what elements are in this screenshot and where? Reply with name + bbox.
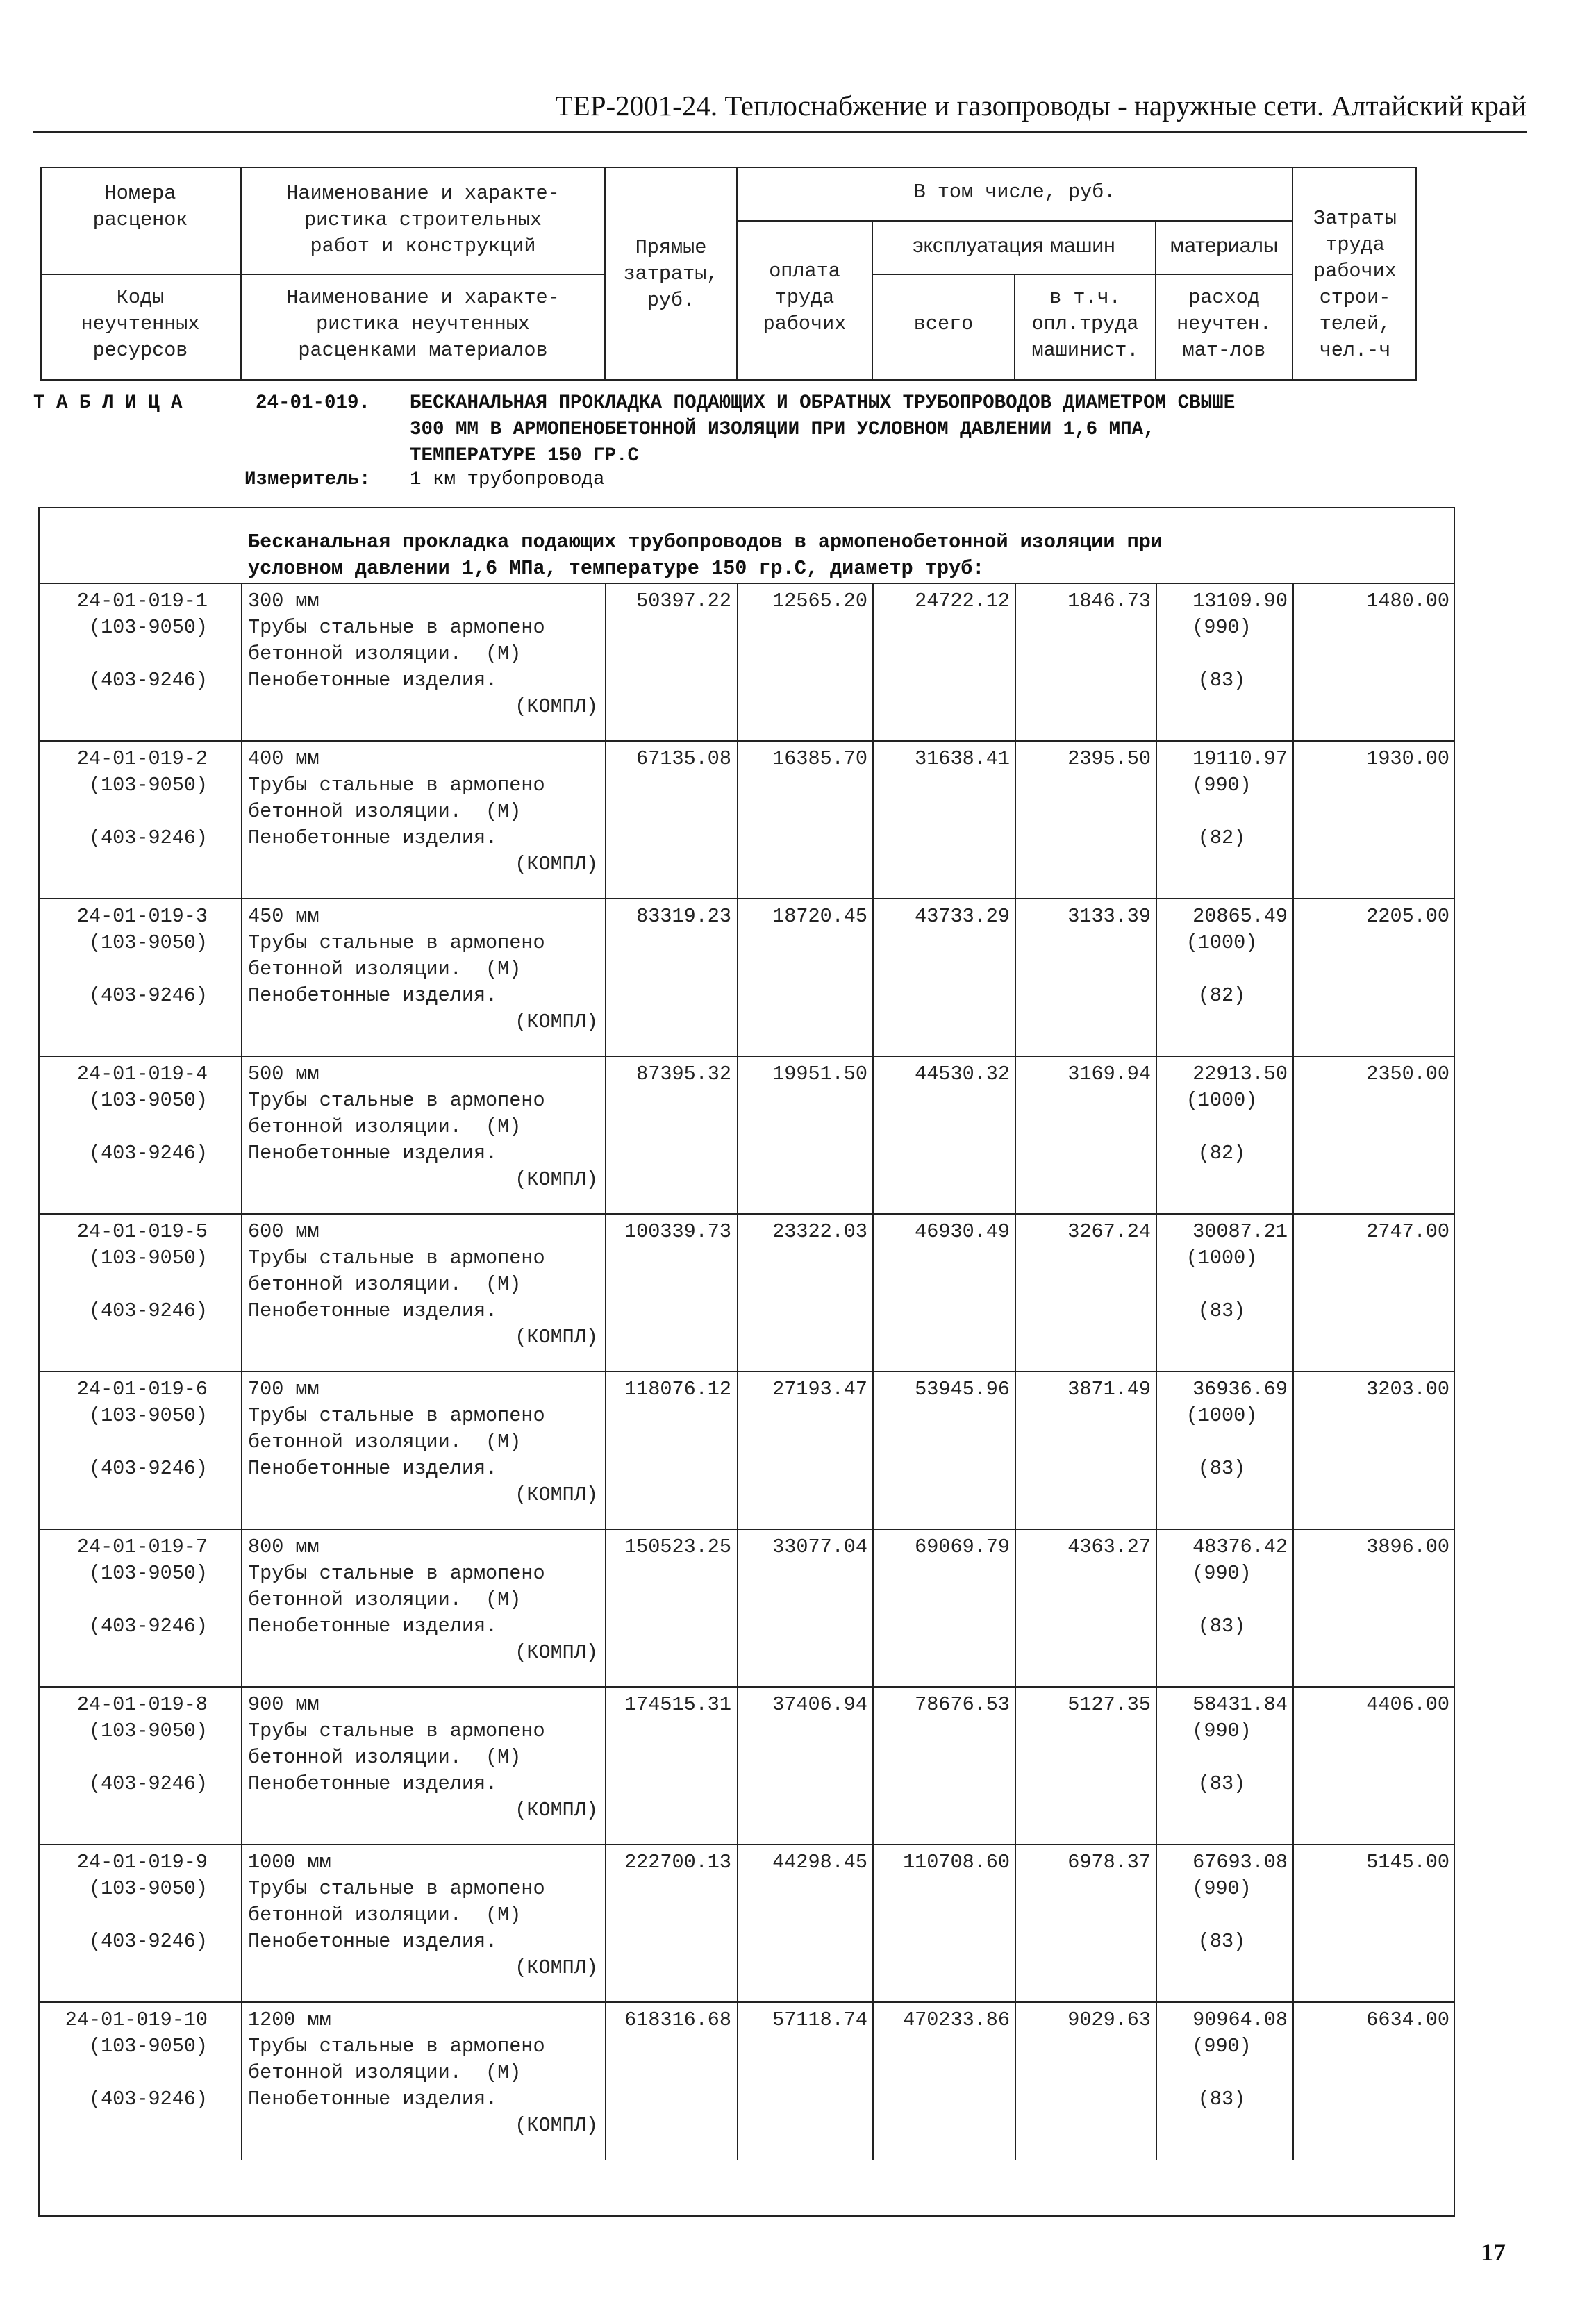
labor-pay: 18720.45: [772, 905, 867, 928]
resource-code-foam: (403-9246): [88, 1615, 208, 1638]
diameter: 400 мм: [248, 747, 319, 770]
labor-pay: 57118.74: [772, 2008, 867, 2031]
pipe-name-line1: Трубы стальные в армопено: [248, 616, 545, 639]
diameter: 800 мм: [248, 1535, 319, 1558]
rate-code: 24-01-019-7: [76, 1535, 208, 1558]
machines-operator: 6978.37: [1067, 1851, 1151, 1874]
materials-pipe-qty: (990): [1192, 1562, 1252, 1585]
machines-total: 31638.41: [915, 747, 1010, 770]
machines-total: 43733.29: [915, 905, 1010, 928]
table-row: [40, 583, 1454, 742]
resource-code-foam: (403-9246): [88, 1772, 208, 1795]
labor-pay: 12565.20: [772, 590, 867, 613]
resource-code-foam: (403-9246): [88, 1142, 208, 1165]
machines-operator: 1846.73: [1067, 590, 1151, 613]
foam-name-line2: (КОМПЛ): [515, 1010, 598, 1033]
materials-foam-qty: (83): [1197, 1930, 1246, 1953]
materials-pipe-qty: (990): [1192, 774, 1252, 797]
table-row: [40, 1371, 1454, 1530]
diameter: 300 мм: [248, 590, 319, 613]
rate-code: 24-01-019-9: [76, 1851, 208, 1874]
direct-costs: 118076.12: [624, 1378, 731, 1401]
foam-name-line1: Пенобетонные изделия.: [248, 2088, 498, 2110]
rate-code: 24-01-019-3: [76, 905, 208, 928]
machines-operator: 3871.49: [1067, 1378, 1151, 1401]
materials-foam-qty: (83): [1197, 2088, 1246, 2110]
resource-code-pipe: (103-9050): [88, 1404, 208, 1427]
labor-hours: 1480.00: [1366, 590, 1449, 613]
table-code: 24-01-019.: [256, 392, 371, 414]
machines-operator: 3133.39: [1067, 905, 1151, 928]
machines-total: 46930.49: [915, 1220, 1010, 1243]
machines-total: 44530.32: [915, 1063, 1010, 1085]
materials-pipe-qty: (1000): [1186, 931, 1258, 954]
labor-pay: 33077.04: [772, 1535, 867, 1558]
diameter: 1000 мм: [248, 1851, 331, 1874]
diameter: 450 мм: [248, 905, 319, 928]
materials-cost: 67693.08: [1192, 1851, 1288, 1874]
table-row: [40, 1686, 1454, 1845]
table-row: [40, 898, 1454, 1057]
resource-code-pipe: (103-9050): [88, 2035, 208, 2058]
pipe-name-line1: Трубы стальные в армопено: [248, 1404, 545, 1427]
materials-foam-qty: (83): [1197, 1457, 1246, 1480]
materials-pipe-qty: (1000): [1186, 1404, 1258, 1427]
direct-costs: 83319.23: [636, 905, 731, 928]
labor-hours: 5145.00: [1366, 1851, 1449, 1874]
foam-name-line1: Пенобетонные изделия.: [248, 669, 498, 692]
pipe-name-line1: Трубы стальные в армопено: [248, 1877, 545, 1900]
foam-name-line1: Пенобетонные изделия.: [248, 1930, 498, 1953]
foam-name-line1: Пенобетонные изделия.: [248, 1142, 498, 1165]
col-machines-total: всего: [913, 313, 974, 335]
pipe-name-line1: Трубы стальные в армопено: [248, 1562, 545, 1585]
table-row: [40, 1056, 1454, 1215]
labor-pay: 23322.03: [772, 1220, 867, 1243]
foam-name-line2: (КОМПЛ): [515, 1483, 598, 1506]
materials-cost: 30087.21: [1192, 1220, 1288, 1243]
machines-operator: 3169.94: [1067, 1063, 1151, 1085]
diameter: 700 мм: [248, 1378, 319, 1401]
materials-cost: 48376.42: [1192, 1535, 1288, 1558]
foam-name-line2: (КОМПЛ): [515, 1168, 598, 1191]
labor-hours: 2747.00: [1366, 1220, 1449, 1243]
table-row: [40, 740, 1454, 899]
materials-cost: 36936.69: [1192, 1378, 1288, 1401]
materials-foam-qty: (83): [1197, 1299, 1246, 1322]
materials-pipe-qty: (990): [1192, 616, 1252, 639]
labor-hours: 4406.00: [1366, 1693, 1449, 1716]
materials-pipe-qty: (1000): [1186, 1247, 1258, 1269]
measure-value: 1 км трубопровода: [410, 469, 605, 490]
machines-total: 470233.86: [903, 2008, 1010, 2031]
rate-code: 24-01-019-4: [76, 1063, 208, 1085]
materials-foam-qty: (82): [1197, 826, 1246, 849]
materials-foam-qty: (83): [1197, 1772, 1246, 1795]
col-labor-hours: Затраты труда рабочих строи- телей, чел.-ч: [1313, 207, 1397, 362]
labor-pay: 16385.70: [772, 747, 867, 770]
foam-name-line1: Пенобетонные изделия.: [248, 1457, 498, 1480]
resource-code-foam: (403-9246): [88, 2088, 208, 2110]
table-row: [40, 1844, 1454, 2003]
materials-cost: 58431.84: [1192, 1693, 1288, 1716]
pipe-name-line1: Трубы стальные в армопено: [248, 1089, 545, 1112]
resource-code-pipe: (103-9050): [88, 1247, 208, 1269]
pipe-name-line2: бетонной изоляции. (М): [248, 642, 522, 665]
machines-total: 24722.12: [915, 590, 1010, 613]
resource-code-pipe: (103-9050): [88, 931, 208, 954]
materials-foam-qty: (82): [1197, 984, 1246, 1007]
rates-table: [38, 507, 1455, 2217]
pipe-name-line1: Трубы стальные в армопено: [248, 1247, 545, 1269]
pipe-name-line1: Трубы стальные в армопено: [248, 1720, 545, 1742]
resource-code-pipe: (103-9050): [88, 1720, 208, 1742]
col-work-name: Наименование и характе- ристика строительных работ и конструкций: [286, 182, 560, 258]
direct-costs: 618316.68: [624, 2008, 731, 2031]
resource-code-pipe: (103-9050): [88, 1562, 208, 1585]
materials-pipe-qty: (1000): [1186, 1089, 1258, 1112]
rate-code: 24-01-019-5: [76, 1220, 208, 1243]
pipe-name-line1: Трубы стальные в армопено: [248, 2035, 545, 2058]
direct-costs: 87395.32: [636, 1063, 731, 1085]
labor-pay: 44298.45: [772, 1851, 867, 1874]
machines-total: 69069.79: [915, 1535, 1010, 1558]
direct-costs: 150523.25: [624, 1535, 731, 1558]
resource-code-pipe: (103-9050): [88, 616, 208, 639]
diameter: 900 мм: [248, 1693, 319, 1716]
machines-total: 53945.96: [915, 1378, 1010, 1401]
foam-name-line2: (КОМПЛ): [515, 1326, 598, 1349]
foam-name-line2: (КОМПЛ): [515, 2114, 598, 2137]
materials-pipe-qty: (990): [1192, 1720, 1252, 1742]
labor-pay: 37406.94: [772, 1693, 867, 1716]
labor-hours: 2350.00: [1366, 1063, 1449, 1085]
materials-cost: 20865.49: [1192, 905, 1288, 928]
pipe-name-line2: бетонной изоляции. (М): [248, 1904, 522, 1926]
pipe-name-line2: бетонной изоляции. (М): [248, 2061, 522, 2084]
pipe-name-line2: бетонной изоляции. (М): [248, 1588, 522, 1611]
foam-name-line1: Пенобетонные изделия.: [248, 1299, 498, 1322]
pipe-name-line2: бетонной изоляции. (М): [248, 958, 522, 981]
diameter: 600 мм: [248, 1220, 319, 1243]
materials-pipe-qty: (990): [1192, 1877, 1252, 1900]
table-row: [40, 1529, 1454, 1688]
machines-operator: 2395.50: [1067, 747, 1151, 770]
table-label: Т А Б Л И Ц А: [33, 392, 183, 414]
machines-operator: 4363.27: [1067, 1535, 1151, 1558]
direct-costs: 67135.08: [636, 747, 731, 770]
table-row: [40, 1213, 1454, 1372]
machines-operator: 3267.24: [1067, 1220, 1151, 1243]
table-title: БЕСКАНАЛЬНАЯ ПРОКЛАДКА ПОДАЮЩИХ И ОБРАТНЫХ ТРУБОПРОВОДОВ ДИАМЕТРОМ СВЫШЕ 300 ММ В АРМОПЕНОБЕТОННОЙ ИЗОЛЯЦИИ ПРИ УСЛОВНОМ ДАВЛЕНИИ 1,6 МПА, ТЕМПЕРАТУРЕ 150 ГР.С: [410, 392, 1236, 467]
rate-code: 24-01-019-2: [76, 747, 208, 770]
direct-costs: 50397.22: [636, 590, 731, 613]
col-materials-unaccounted: расход неучтен. мат-лов: [1177, 286, 1272, 362]
running-header: ТЕР-2001-24. Теплоснабжение и газопроводы - наружные сети. Алтайский край: [555, 90, 1527, 122]
labor-hours: 3203.00: [1366, 1378, 1449, 1401]
diameter: 500 мм: [248, 1063, 319, 1085]
labor-pay: 19951.50: [772, 1063, 867, 1085]
labor-hours: 2205.00: [1366, 905, 1449, 928]
col-labor-pay: оплата труда рабочих: [763, 260, 847, 335]
pipe-name-line2: бетонной изоляции. (М): [248, 1273, 522, 1296]
materials-foam-qty: (83): [1197, 1615, 1246, 1638]
labor-hours: 3896.00: [1366, 1535, 1449, 1558]
foam-name-line1: Пенобетонные изделия.: [248, 1615, 498, 1638]
foam-name-line2: (КОМПЛ): [515, 695, 598, 718]
col-material-name: Наименование и характе- ристика неучтенных расценками материалов: [286, 286, 560, 362]
direct-costs: 100339.73: [624, 1220, 731, 1243]
labor-hours: 1930.00: [1366, 747, 1449, 770]
pipe-name-line2: бетонной изоляции. (М): [248, 1431, 522, 1454]
foam-name-line1: Пенобетонные изделия.: [248, 984, 498, 1007]
rate-code: 24-01-019-8: [76, 1693, 208, 1716]
pipe-name-line2: бетонной изоляции. (М): [248, 1115, 522, 1138]
direct-costs: 174515.31: [624, 1693, 731, 1716]
resource-code-foam: (403-9246): [88, 669, 208, 692]
diameter: 1200 мм: [248, 2008, 331, 2031]
table-row: [40, 2001, 1454, 2160]
foam-name-line2: (КОМПЛ): [515, 1956, 598, 1979]
machines-operator: 9029.63: [1067, 2008, 1151, 2031]
resource-code-foam: (403-9246): [88, 1299, 208, 1322]
resource-code-foam: (403-9246): [88, 1457, 208, 1480]
col-group-label: В том числе, руб.: [913, 181, 1116, 203]
labor-pay: 27193.47: [772, 1378, 867, 1401]
materials-cost: 90964.08: [1192, 2008, 1288, 2031]
resource-code-pipe: (103-9050): [88, 774, 208, 797]
rate-code: 24-01-019-6: [76, 1378, 208, 1401]
rate-code: 24-01-019-1: [76, 590, 208, 613]
resource-code-foam: (403-9246): [88, 1930, 208, 1953]
foam-name-line2: (КОМПЛ): [515, 1799, 598, 1822]
col-machines-operator: в т.ч. опл.труда машинист.: [1031, 286, 1139, 362]
materials-foam-qty: (82): [1197, 1142, 1246, 1165]
col-direct-costs: Прямые затраты, руб.: [623, 236, 719, 312]
foam-name-line2: (КОМПЛ): [515, 1641, 598, 1664]
foam-name-line1: Пенобетонные изделия.: [248, 826, 498, 849]
materials-pipe-qty: (990): [1192, 2035, 1252, 2058]
header-rule: [33, 131, 1527, 133]
direct-costs: 222700.13: [624, 1851, 731, 1874]
resource-code-pipe: (103-9050): [88, 1877, 208, 1900]
machines-total: 78676.53: [915, 1693, 1010, 1716]
pipe-name-line2: бетонной изоляции. (М): [248, 800, 522, 823]
rate-code: 24-01-019-10: [65, 2008, 208, 2031]
resource-code-pipe: (103-9050): [88, 1089, 208, 1112]
page-number: 17: [1481, 2238, 1506, 2266]
col-rate-numbers: Номера расценок: [92, 182, 188, 231]
labor-hours: 6634.00: [1366, 2008, 1449, 2031]
pipe-name-line1: Трубы стальные в армопено: [248, 774, 545, 797]
machines-operator: 5127.35: [1067, 1693, 1151, 1716]
foam-name-line2: (КОМПЛ): [515, 853, 598, 876]
foam-name-line1: Пенобетонные изделия.: [248, 1772, 498, 1795]
col-materials: материалы: [1170, 234, 1279, 257]
materials-cost: 19110.97: [1192, 747, 1288, 770]
materials-cost: 13109.90: [1192, 590, 1288, 613]
section-heading: Бесканальная прокладка подающих трубопроводов в армопенобетонной изоляции при условном давлении 1,6 МПа, температуре 150 гр.С, диаметр труб:: [248, 531, 1163, 580]
col-resource-codes: Коды неучтенных ресурсов: [81, 286, 200, 362]
pipe-name-line1: Трубы стальные в армопено: [248, 931, 545, 954]
measure-label: Измеритель:: [244, 469, 371, 490]
pipe-name-line2: бетонной изоляции. (М): [248, 1746, 522, 1769]
materials-cost: 22913.50: [1192, 1063, 1288, 1085]
resource-code-foam: (403-9246): [88, 984, 208, 1007]
materials-foam-qty: (83): [1197, 669, 1246, 692]
resource-code-foam: (403-9246): [88, 826, 208, 849]
col-machines: эксплуатация машин: [913, 234, 1115, 257]
machines-total: 110708.60: [903, 1851, 1010, 1874]
